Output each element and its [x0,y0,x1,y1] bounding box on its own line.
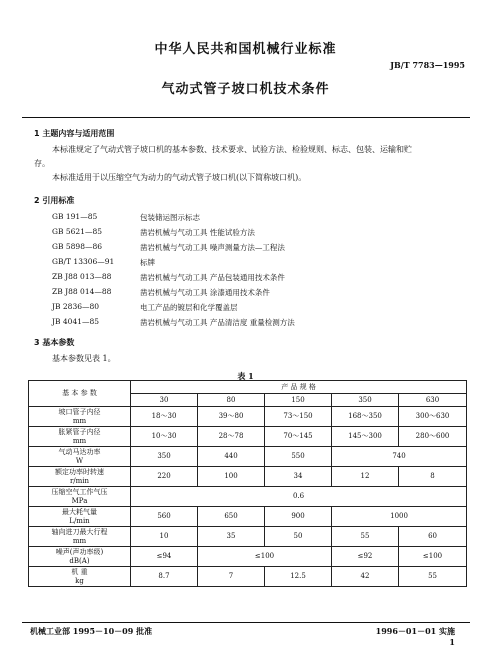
section1-para1b: 存。 [34,159,50,168]
document-title: 气动式管子坡口机技术条件 [161,82,330,97]
ref-code: GB 5898—86 [52,242,103,251]
row-label: 最大耗气量 L/min [29,507,131,527]
table-cell: 55 [332,527,399,547]
section1-para1a: 本标准规定了气动式管子坡口机的基本参数、技术要求、试验方法、检验规则、标志、包装、运输和贮 [52,145,412,154]
table-cell: ≤100 [198,547,332,567]
implementation-date: 1996－01－01 实施 [375,626,455,636]
org-title: 中华人民共和国机械行业标准 [154,42,337,57]
table-cell: 350 [131,447,198,467]
table-row [29,527,467,547]
ref-desc: 凿岩机械与气动工具 性能试验方法 [140,228,255,237]
row-label: 压缩空气工作气压 MPa [29,487,131,507]
table-cell: 10～30 [131,427,198,447]
table-cell: 560 [131,507,198,527]
row-label: 轴向进刀最大行程 mm [29,527,131,547]
table-cell: 300～630 [399,407,467,427]
header-product-spec: 产 品 规 格 [131,381,467,394]
ref-code: GB 5621—85 [52,227,103,236]
section3-para: 基本参数见表 1。 [52,354,116,363]
spec-header: 630 [399,394,467,407]
row-label: 噪声(声功率级) dB(A) [29,547,131,567]
table-cell: 550 [265,447,332,467]
header-rule [22,117,470,118]
row-label: 坡口管子内径 mm [29,407,131,427]
table-cell: 0.6 [131,487,467,507]
section3-heading: 3 基本参数 [34,338,75,347]
table-cell: 7 [198,567,265,587]
table-cell: 39～80 [198,407,265,427]
ref-desc: 包装储运图示标志 [140,213,200,222]
table-cell: ≤94 [131,547,198,567]
spec-header: 30 [131,394,198,407]
ref-desc: 电工产品的镀层和化学覆盖层 [140,303,238,312]
footer-rule [22,622,470,623]
row-label: 胀紧管子内径 mm [29,427,131,447]
table-cell: 650 [198,507,265,527]
table-cell: 50 [265,527,332,547]
table-cell: 18～30 [131,407,198,427]
table-cell: 100 [198,467,265,487]
table-cell: ≤100 [399,547,467,567]
table-row [29,467,467,487]
ref-code: GB 191—85 [52,212,98,221]
table-cell: 10 [131,527,198,547]
ref-desc: 凿岩机械与气动工具 涂漆通用技术条件 [140,288,270,297]
table-cell: 740 [332,447,467,467]
approval-date: 机械工业部 1995－10－09 批准 [30,626,153,636]
table-row [29,507,467,527]
spec-header: 150 [265,394,332,407]
table-cell: 35 [198,527,265,547]
table-row [29,547,467,567]
table-cell: 168～350 [332,407,399,427]
table-row [29,427,467,447]
table-cell: 70～145 [265,427,332,447]
ref-desc: 标牌 [140,258,155,267]
table-row [29,567,467,587]
ref-code: ZB J88 013—88 [52,272,112,281]
page-number: 1 [449,637,455,647]
row-label: 机 重 kg [29,567,131,587]
table-row [29,407,467,427]
table-cell: 73～150 [265,407,332,427]
spec-header: 350 [332,394,399,407]
table-row [29,487,467,507]
ref-code: ZB J88 014—88 [52,287,112,296]
spec-header: 80 [198,394,265,407]
table-cell: 34 [265,467,332,487]
ref-desc: 凿岩机械与气动工具 噪声测量方法—工程法 [140,243,285,252]
table-cell: ≤92 [332,547,399,567]
row-label: 气动马达功率 W [29,447,131,467]
ref-code: GB/T 13306—91 [52,257,115,266]
table-cell: 28～78 [198,427,265,447]
table-cell: 12.5 [265,567,332,587]
table-cell: 8.7 [131,567,198,587]
table-cell: 55 [399,567,467,587]
table-cell: 900 [265,507,332,527]
table-cell: 145～300 [332,427,399,447]
table-cell: 1000 [332,507,467,527]
section1-heading: 1 主题内容与适用范围 [34,129,115,138]
header-basic-params: 基 本 参 数 [29,381,131,407]
table-row [29,447,467,467]
standard-number: JB/T 7783—1995 [390,60,465,70]
ref-code: JB 4041—85 [52,317,100,326]
section1-para2: 本标准适用于以压缩空气为动力的气动式管子坡口机(以下简称坡口机)。 [52,173,307,182]
section2-heading: 2 引用标准 [34,196,75,205]
row-label: 额定功率时转速 r/min [29,467,131,487]
ref-desc: 凿岩机械与气动工具 产品清洁度 重量检测方法 [140,318,295,327]
table-cell: 12 [332,467,399,487]
table-cell: 440 [198,447,265,467]
table-caption: 表 1 [237,371,254,381]
table-cell: 8 [399,467,467,487]
ref-code: JB 2836—80 [52,302,100,311]
table-cell: 42 [332,567,399,587]
table-cell: 280～600 [399,427,467,447]
parameter-table [28,380,467,587]
table-cell: 220 [131,467,198,487]
ref-desc: 凿岩机械与气动工具 产品包装通用技术条件 [140,273,285,282]
table-cell: 60 [399,527,467,547]
